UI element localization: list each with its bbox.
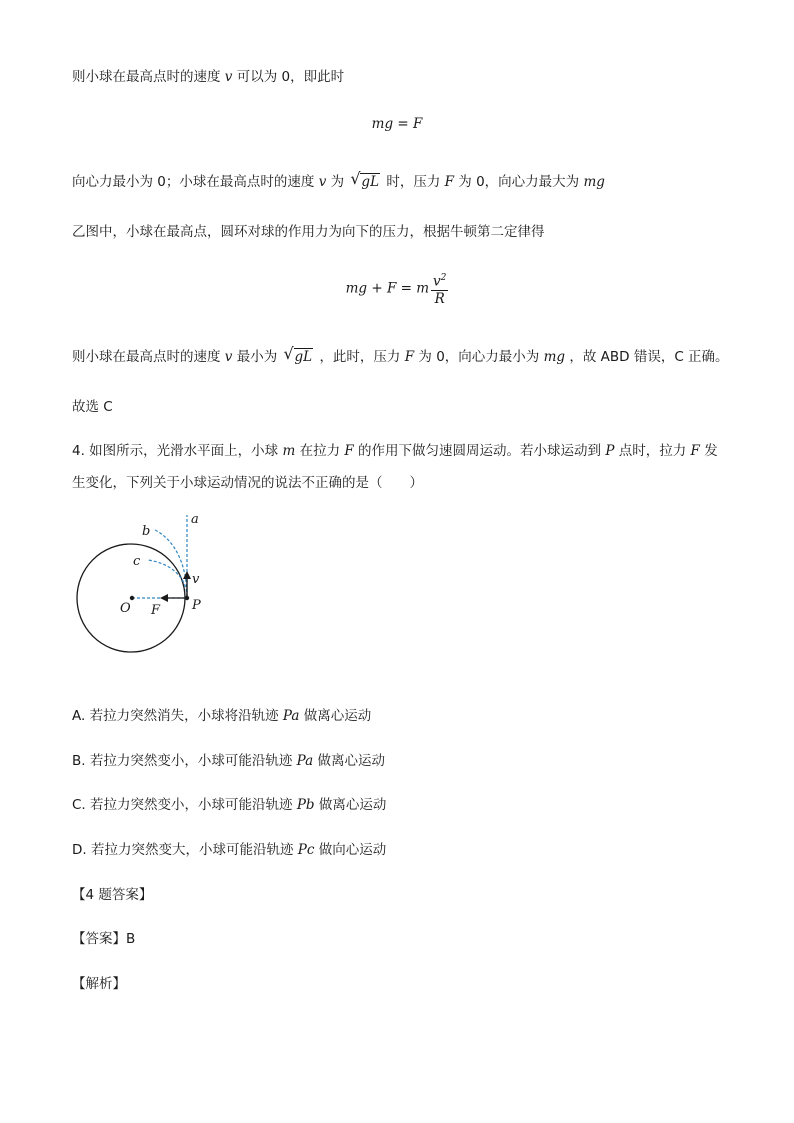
question-4-line-1: [72, 442, 718, 460]
analysis-heading: 【解析】: [72, 976, 126, 992]
answer-label: 【答案】: [72, 931, 126, 947]
path-label: Pa: [296, 753, 314, 769]
var-v: v: [318, 174, 327, 190]
var-F: F: [444, 174, 454, 190]
solution-line-4: [72, 344, 729, 366]
option-a: [72, 707, 371, 725]
text: B. 若拉力突然变小，小球可能沿轨迹: [72, 753, 293, 769]
var-v: v: [224, 69, 233, 85]
text: 发: [704, 443, 718, 459]
option-b: [72, 752, 385, 770]
option-d: [72, 841, 386, 859]
equation-mg-equals-f: mg = F: [371, 116, 423, 132]
var-P: P: [605, 443, 615, 459]
label-a: a: [191, 512, 199, 527]
text: 为 0，向心力最小为: [418, 349, 540, 365]
figure-svg: [70, 505, 230, 665]
text: 为 0，向心力最大为: [458, 174, 580, 190]
solution-line-1: [72, 68, 344, 86]
text: 为: [330, 174, 345, 190]
text: 的作用下做匀速圆周运动。若小球运动到: [358, 443, 602, 459]
text: 最小为: [236, 349, 278, 365]
var-F: F: [404, 349, 415, 365]
text: 点时，拉力: [618, 443, 687, 459]
text: D. 若拉力突然变大，小球可能沿轨迹: [72, 842, 294, 858]
label-v: v: [192, 572, 200, 587]
label-p: P: [192, 598, 201, 613]
text: 则小球在最高点时的速度: [72, 69, 221, 85]
eq-lhs: mg + F = m: [345, 280, 430, 297]
equation-newton-second-law: [0, 270, 794, 307]
path-label: Pc: [297, 842, 315, 858]
text: 时，压力: [386, 174, 441, 190]
text: ，此时，压力: [319, 349, 401, 365]
center-point-o: [130, 596, 134, 600]
text: 可以为 0，即此时: [236, 69, 345, 85]
sqrt-content: gL: [294, 349, 313, 365]
var-mg: mg: [543, 349, 566, 365]
frac-sup: 2: [440, 273, 447, 283]
label-c: c: [133, 554, 141, 569]
var-F: F: [690, 443, 700, 459]
text: 4. 如图所示，光滑水平面上，小球: [72, 443, 279, 459]
solution-line-3: 乙图中，小球在最高点，圆环对球的作用力为向下的压力，根据牛顿第二定律得: [72, 224, 545, 240]
path-label: Pa: [282, 708, 300, 724]
point-p: [185, 596, 189, 600]
var-v: v: [224, 349, 233, 365]
answer-line: [72, 930, 135, 948]
circular-motion-figure: [70, 505, 230, 665]
option-c: [72, 796, 386, 814]
solution-line-2: [72, 169, 605, 191]
fraction-v2-over-r: [431, 270, 448, 307]
frac-den: R: [434, 290, 445, 307]
sqrt-gl: √ gL: [283, 344, 313, 365]
solution-conclusion: 故选 C: [72, 399, 113, 415]
frac-num: v: [433, 273, 441, 290]
text: 做离心运动: [318, 797, 387, 813]
var-m: m: [282, 443, 296, 459]
text: C. 若拉力突然变小，小球可能沿轨迹: [72, 797, 293, 813]
text: 做向心运动: [318, 842, 387, 858]
label-f: F: [151, 603, 161, 618]
sqrt-gl: √ gL: [350, 169, 380, 190]
trajectory-b: [155, 530, 187, 597]
var-F: F: [344, 443, 354, 459]
text: A. 若拉力突然消失，小球将沿轨迹: [72, 708, 279, 724]
text: 做离心运动: [317, 753, 385, 769]
label-o: O: [120, 601, 131, 616]
text: ，故 ABD 错误，C 正确。: [569, 349, 729, 365]
sqrt-content: gL: [361, 174, 380, 190]
text: 向心力最小为 0；小球在最高点时的速度: [72, 174, 315, 190]
answer-heading: 【4 题答案】: [72, 887, 153, 903]
text: 则小球在最高点时的速度: [72, 349, 221, 365]
var-mg: mg: [583, 174, 605, 190]
question-4-line-2: 生变化，下列关于小球运动情况的说法不正确的是（ ）: [72, 475, 423, 491]
path-label: Pb: [296, 797, 315, 813]
label-b: b: [142, 524, 151, 539]
text: 做离心运动: [303, 708, 372, 724]
answer-value: B: [126, 931, 136, 947]
text: 在拉力: [299, 443, 341, 459]
